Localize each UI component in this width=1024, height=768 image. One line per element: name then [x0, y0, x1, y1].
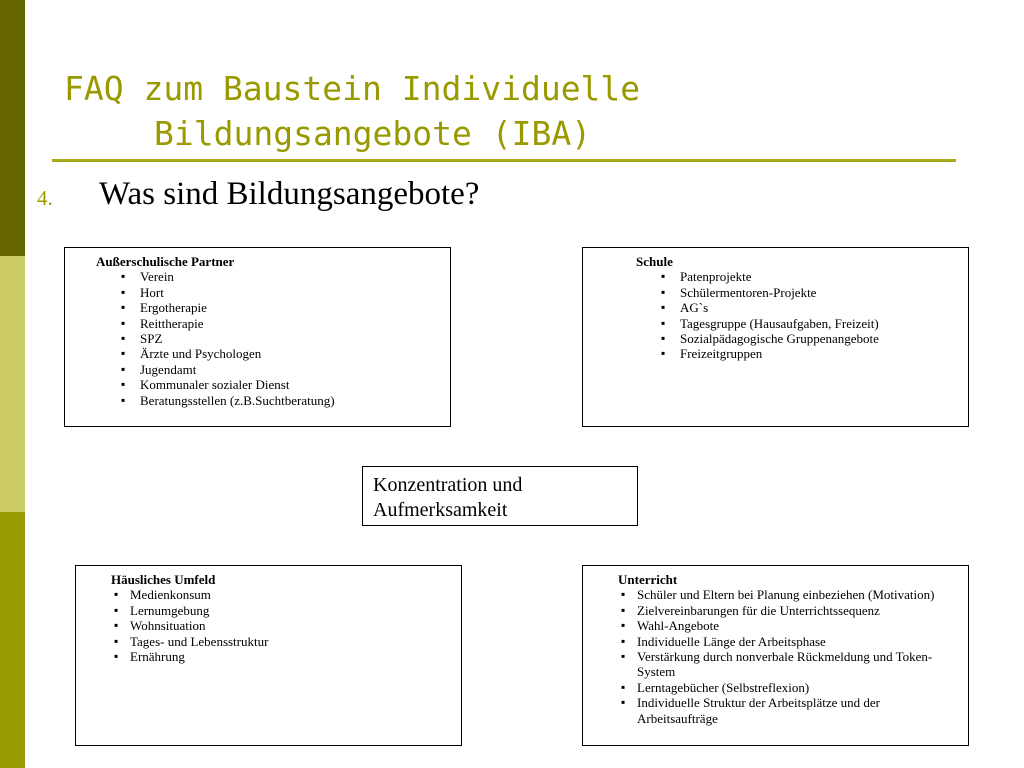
box-school	[582, 247, 969, 427]
center-line1: Konzentration und	[373, 474, 523, 496]
side-bar-middle	[0, 256, 25, 512]
question-number: 4.	[37, 186, 53, 210]
box-home-environment	[75, 565, 462, 746]
list-item: ▪ Reittherapie	[118, 316, 450, 331]
list-item: ▪ Lernumgebung	[111, 603, 461, 618]
list-item: ▪ Ergotherapie	[118, 300, 450, 315]
list-item: ▪ AG`s	[658, 300, 968, 315]
list-item: ▪ Ernährung	[111, 649, 461, 664]
slide-title-line2: Bildungsangebote (IBA)	[154, 114, 592, 153]
center-line2: Aufmerksamkeit	[373, 499, 508, 521]
list-item: ▪ Zielvereinbarungen für die Unterrichtssequenz	[618, 603, 948, 618]
box-heading: Schule	[636, 254, 673, 269]
list-item: ▪ Freizeitgruppen	[658, 346, 968, 361]
list-item: ▪ Sozialpädagogische Gruppenangebote	[658, 331, 968, 346]
list-item: ▪ Verein	[118, 269, 450, 284]
box-heading: Außerschulische Partner	[96, 254, 235, 269]
box-list	[111, 587, 461, 664]
list-item: ▪ Beratungsstellen (z.B.Suchtberatung)	[118, 393, 450, 408]
box-concentration	[362, 466, 638, 526]
list-item: ▪ Lerntagebücher (Selbstreflexion)	[618, 680, 948, 695]
list-item: ▪ Individuelle Struktur der Arbeitsplätze und der Arbeitsaufträge	[618, 695, 948, 726]
title-divider	[52, 159, 956, 162]
slide-title-line1: FAQ zum Baustein Individuelle	[64, 69, 641, 108]
list-item: ▪ Schülermentoren-Projekte	[658, 285, 968, 300]
box-teaching	[582, 565, 969, 746]
list-item: ▪ Tagesgruppe (Hausaufgaben, Freizeit)	[658, 316, 968, 331]
list-item: ▪ Individuelle Länge der Arbeitsphase	[618, 634, 948, 649]
box-external-partners	[64, 247, 451, 427]
slide-title	[64, 66, 964, 156]
list-item: ▪ Kommunaler sozialer Dienst	[118, 377, 450, 392]
box-list	[618, 587, 948, 726]
list-item: ▪ Jugendamt	[118, 362, 450, 377]
box-list	[118, 269, 450, 408]
box-heading: Unterricht	[618, 572, 678, 587]
list-item: ▪ Ärzte und Psychologen	[118, 346, 450, 361]
list-item: ▪ Medienkonsum	[111, 587, 461, 602]
list-item: ▪ Wahl-Angebote	[618, 618, 948, 633]
question-heading: Was sind Bildungsangebote?	[99, 176, 480, 212]
side-bar-top	[0, 0, 25, 256]
list-item: ▪ Tages- und Lebensstruktur	[111, 634, 461, 649]
list-item: ▪ Hort	[118, 285, 450, 300]
list-item: ▪ Patenprojekte	[658, 269, 968, 284]
list-item: ▪ Schüler und Eltern bei Planung einbeziehen (Motivation)	[618, 587, 948, 602]
box-heading: Häusliches Umfeld	[111, 572, 216, 587]
side-bar-bottom	[0, 512, 25, 768]
list-item: ▪ Verstärkung durch nonverbale Rückmeldung und Token-System	[618, 649, 948, 680]
list-item: ▪ Wohnsituation	[111, 618, 461, 633]
list-item: ▪ SPZ	[118, 331, 450, 346]
box-list	[658, 269, 968, 361]
